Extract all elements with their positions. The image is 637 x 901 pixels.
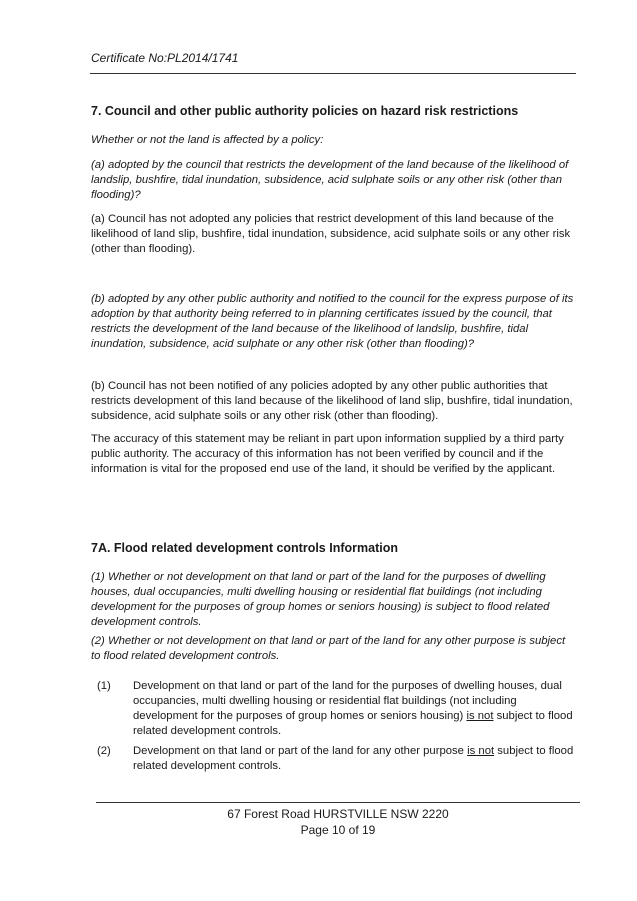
page-number: Page 10 of 19 [300,823,376,837]
footer-divider [96,802,580,803]
section-7-intro: Whether or not the land is affected by a policy: [91,134,324,146]
answer-7a-1-text-before: Development on that land or part of the land for the purposes of dwelling houses, dual occupancies, multi dwelling housing or residential flat buildings (not including development for the purposes of group homes or seniors housing) [133,680,562,722]
question-7a-1: (1) Whether or not development on that land or part of the land for the purposes of dwelling houses, dual occupancies, multi dwelling housing or residential flat buildings (not including development for the purposes of group homes or seniors housing) is subject to flood related development controls. [91,571,550,628]
answer-7a-1-text-after: subject to flood related development controls. [133,710,573,737]
footer-address: 67 Forest Road HURSTVILLE NSW 2220 [227,807,449,821]
accuracy-statement: The accuracy of this statement may be reliant in part upon information supplied by a third party public authority. The accuracy of this information has not been verified by council and if the information is vital for the proposed end use of the land, it should be verified by the applicant. [91,433,564,475]
header-divider [90,73,576,74]
section-7-heading: 7. Council and other public authority policies on hazard risk restrictions [91,104,519,118]
answer-7a-1-emphasis: is not [466,710,494,722]
answer-7a-1-number: (1) [97,680,111,692]
section-7a-heading: 7A. Flood related development controls Information [91,541,398,555]
question-7b: (b) adopted by any other public authority and notified to the council for the express purpose of its adoption by that authority being referred to in planning certificates issued by the council, that restricts the development of the land because of the likelihood of landslip, bushfire, tidal inundation, subsidence, acid sulphate or any other risk (other than flooding)? [91,293,574,350]
answer-7a-1 [97,679,577,739]
answer-7a-2-text-before: Development on that land or part of the land for any other purpose [133,745,468,757]
answer-7a: (a) Council has not adopted any policies that restrict development of this land because of the likelihood of land slip, bushfire, tidal inundation, subsidence, acid sulphate soils or any other risk (other than flooding). [91,213,571,255]
answer-7a-2-text-after: subject to flood related development controls. [133,745,574,772]
answer-7b: (b) Council has not been notified of any policies adopted by any other public authorities that restricts development of this land because of the likelihood of land slip, bushfire, tidal inundation, subsidence, acid sulphate soils or any other risk (other than flooding). [91,380,573,422]
answer-7a-1-text [133,679,577,739]
answer-7a-2-text [133,744,577,774]
answer-7a-2-emphasis: is not [467,745,495,757]
question-7a-2: (2) Whether or not development on that land or part of the land for any other purpose is subject to flood related development controls. [91,635,566,662]
question-7a: (a) adopted by the council that restricts the development of the land because of the likelihood of landslip, bushfire, tidal inundation, subsidence, acid sulphate soils or any other risk (other than flooding)? [91,159,569,201]
answer-7a-2-number: (2) [97,745,111,757]
answer-7a-2 [97,744,577,774]
certificate-number: Certificate No:PL2014/1741 [91,51,239,65]
